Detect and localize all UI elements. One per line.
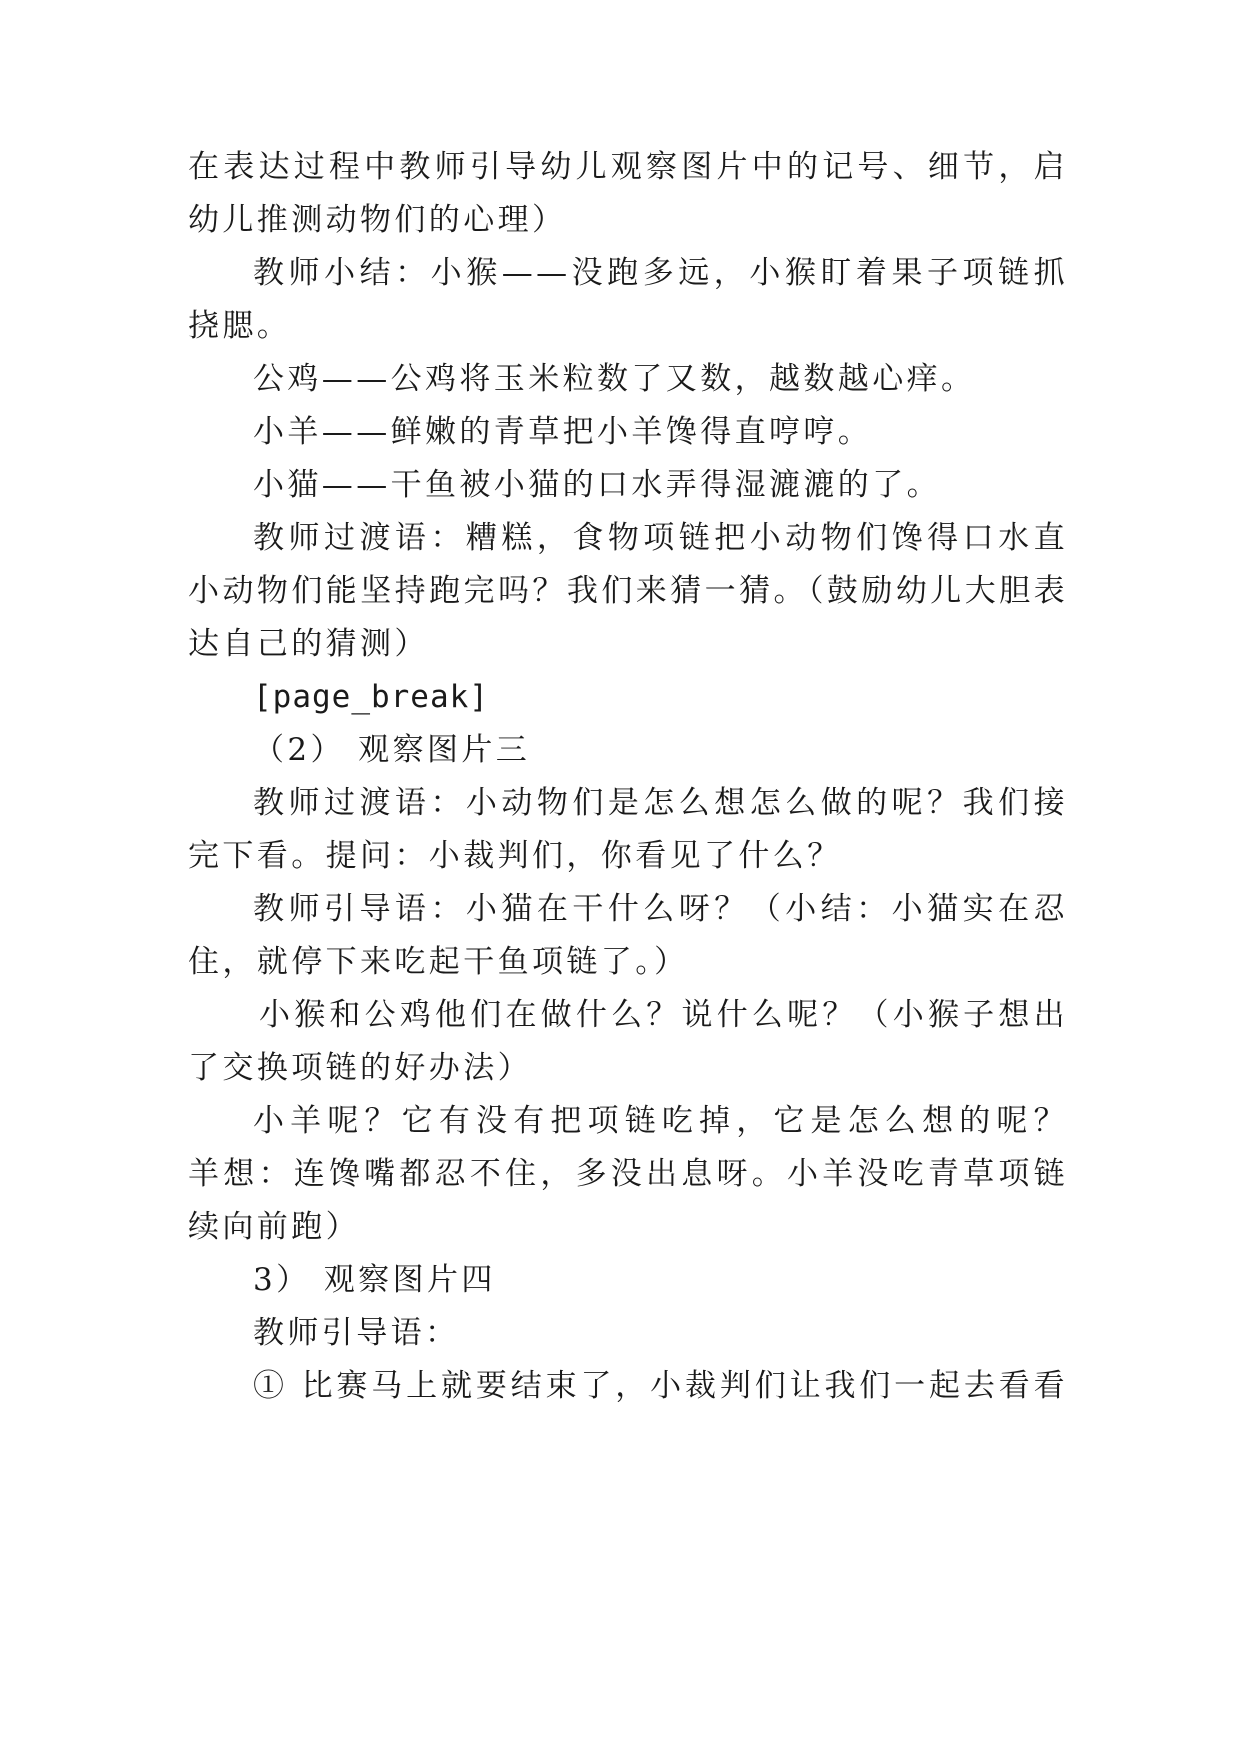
text-line: 小羊——鲜嫩的青草把小羊馋得直哼哼。 [253, 414, 873, 450]
text-line: 住，就停下来吃起干鱼项链了。） [188, 944, 689, 980]
text-line: 在表达过程中教师引导幼儿观察图片中的记号、细节，启 [188, 149, 1068, 185]
text-line: 小动物们能坚持跑完吗？我们来猜一猜。（鼓励幼儿大胆表 [188, 573, 1068, 609]
section-heading: （2） 观察图片三 [253, 732, 531, 768]
text-line: 教师过渡语：小动物们是怎么想怎么做的呢？我们接 [253, 785, 1068, 821]
text-line: 羊想：连馋嘴都忍不住，多没出息呀。小羊没吃青草项链 [188, 1156, 1068, 1192]
text-line: 续向前跑） [188, 1209, 360, 1245]
text-line: 小猴和公鸡他们在做什么？说什么呢？（小猴子想出 [259, 997, 1068, 1033]
section-heading: 3） 观察图片四 [253, 1262, 496, 1298]
text-line: 小羊呢？它有没有把项链吃掉，它是怎么想的呢？ [253, 1103, 1068, 1139]
text-line: 了交换项链的好办法） [188, 1050, 532, 1086]
text-line: 幼儿推测动物们的心理） [188, 202, 567, 238]
text-line: 达自己的猜测） [188, 626, 429, 662]
text-line: 小猫——干鱼被小猫的口水弄得湿漉漉的了。 [253, 467, 941, 503]
text-line: 公鸡——公鸡将玉米粒数了又数，越数越心痒。 [253, 361, 976, 397]
text-line: 挠腮。 [188, 308, 292, 344]
text-line: 教师引导语：小猫在干什么呀？（小结：小猫实在忍 [253, 891, 1068, 927]
page-break-marker: [page_break] [253, 679, 489, 715]
text-line: 教师过渡语：糟糕，食物项链把小动物们馋得口水直 [253, 520, 1068, 556]
text-line: 教师小结：小猴——没跑多远，小猴盯着果子项链抓 [253, 255, 1068, 291]
text-line: 教师引导语： [253, 1315, 460, 1351]
text-line: 完下看。提问：小裁判们，你看见了什么？ [188, 838, 842, 874]
text-line: ① 比赛马上就要结束了，小裁判们让我们一起去看看 [253, 1368, 1068, 1404]
